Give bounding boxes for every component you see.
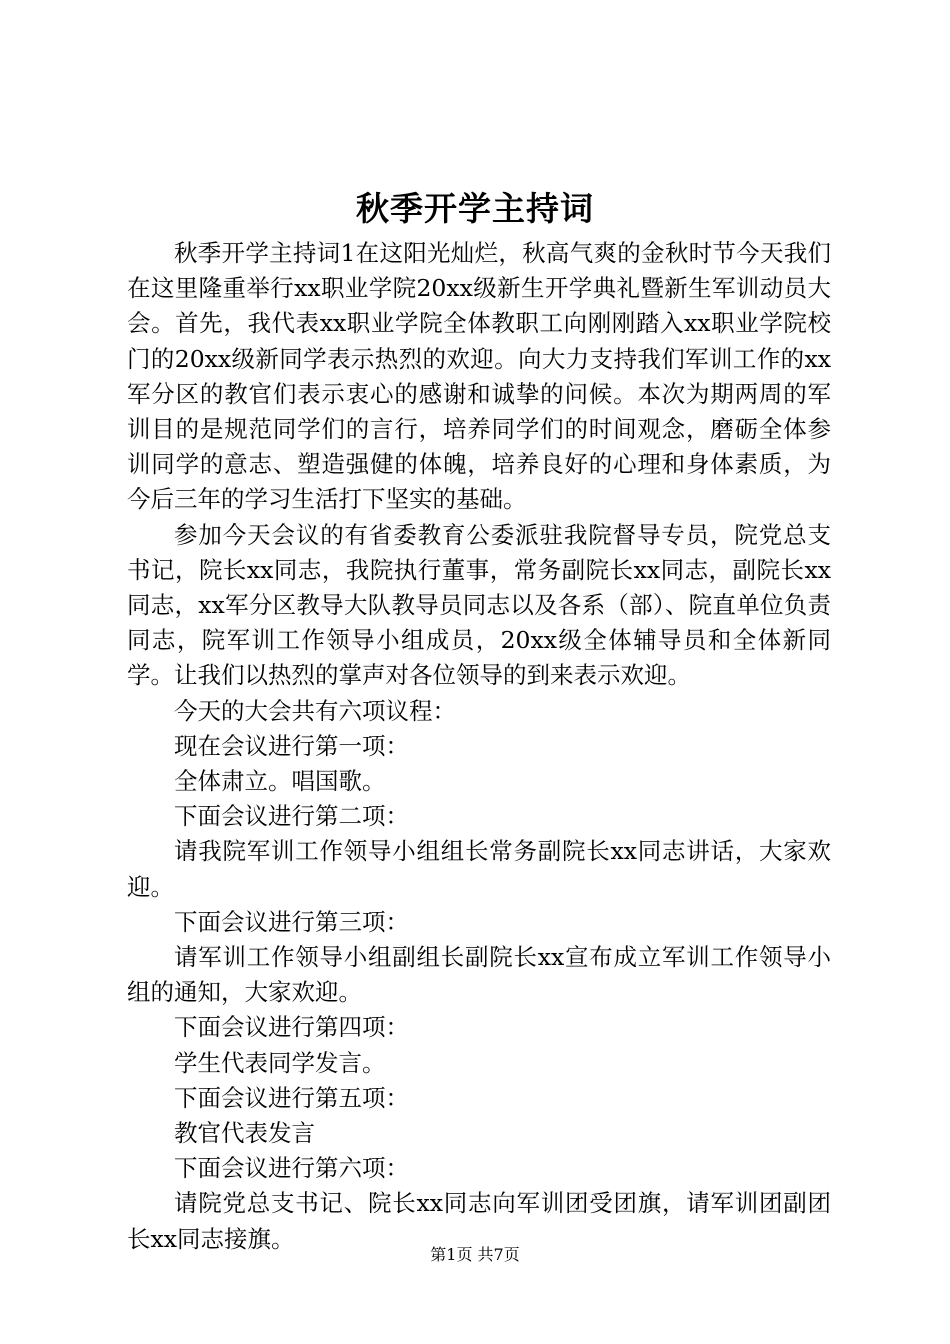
- paragraph: 下面会议进行第四项：: [174, 1013, 409, 1042]
- document-title: 秋季开学主持词: [356, 189, 594, 228]
- page-footer: 第1页 共7页: [430, 1245, 520, 1264]
- paragraph: 下面会议进行第五项：: [174, 1083, 409, 1112]
- paragraph: 全体肃立。唱国歌。: [174, 767, 386, 796]
- paragraph: 下面会议进行第三项：: [174, 907, 409, 936]
- paragraph: 参加今天会议的有省委教育公委派驻我院督导专员，院党总支书记，院长xx同志，我院执行董事，常务副院长xx同志，副院长xx同志，xx军分区教导大队教导员同志以及各系（部）、院直单位负责同志，院军训工作领导小组成员，20xx级全体辅导员和全体新同学。让我们以热烈的掌声对各位领导的到来表示欢迎。: [127, 520, 831, 690]
- paragraph: 请我院军训工作领导小组组长常务副院长xx同志讲话，大家欢迎。: [127, 837, 831, 901]
- paragraph: 现在会议进行第一项：: [174, 731, 409, 760]
- paragraph: 学生代表同学发言。: [174, 1048, 386, 1077]
- paragraph: 下面会议进行第六项：: [174, 1154, 409, 1183]
- paragraph: 秋季开学主持词1在这阳光灿烂，秋高气爽的金秋时节今天我们在这里隆重举行xx职业学院20xx级新生开学典礼暨新生军训动员大会。首先，我代表xx职业学院全体教职工向刚刚踏入xx职业学院校门的20xx级新同学表示热烈的欢迎。向大力支持我们军训工作的xx军分区的教官们表示衷心的感谢和诚挚的问候。本次为期两周的军训目的是规范同学们的言行，培养同学们的时间观念，磨砺全体参训同学的意志、塑造强健的体魄，培养良好的心理和身体素质，为今后三年的学习生活打下坚实的基础。: [127, 239, 831, 514]
- paragraph: 下面会议进行第二项：: [174, 802, 409, 831]
- paragraph: 请院党总支书记、院长xx同志向军训团受团旗，请军训团副团长xx同志接旗。: [127, 1189, 831, 1253]
- paragraph: 教官代表发言: [174, 1119, 315, 1148]
- paragraph: 请军训工作领导小组副组长副院长xx宣布成立军训工作领导小组的通知，大家欢迎。: [127, 943, 831, 1007]
- document-body: [127, 236, 831, 1257]
- paragraph: 今天的大会共有六项议程：: [174, 696, 456, 725]
